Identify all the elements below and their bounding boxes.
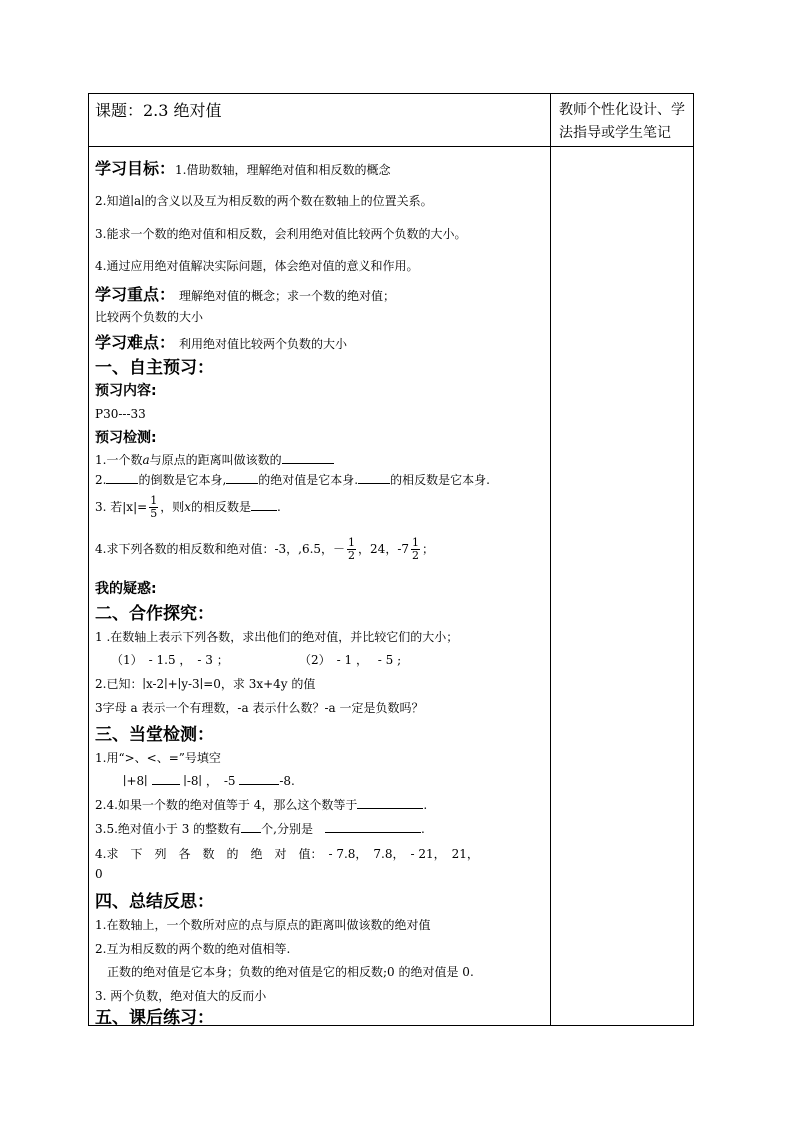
goal-item: 4.通过应用绝对值解决实际问题，体会绝对值的意义和作用。 [95,259,419,273]
summary-item: 2.互为相反数的两个数的绝对值相等. [95,942,291,956]
test-question-1-line [123,772,295,789]
answer-blank[interactable] [325,820,421,833]
section-heading: 四、总结反思： [95,892,214,912]
test-question-1: 1.用“>、<、=”号填空 [95,751,221,765]
explore-question-1: 1 .在数轴上表示下列各数，求出他们的绝对值，并比较它们的大小； [95,630,459,644]
test-question-3: 3.5.绝对值小于 3 的整数有 个,分别是 . [95,822,425,836]
key-points-line [95,282,395,305]
goal-item: 3.能求一个数的绝对值和相反数，会利用绝对值比较两个负数的大小。 [95,227,467,241]
question-text: 个,分别是 [261,822,313,836]
answer-blank[interactable] [251,498,277,511]
question-text: 3.5.绝对值小于 3 的整数有 [95,822,242,836]
question-text: ； [422,542,435,556]
test-question-4: 4.求 下 列 各 数 的 绝 对 值： - 7.8， 7.8， - 21， 21， [95,847,479,861]
summary-item: 1.在数轴上，一个数所对应的点与原点的距离叫做该数的绝对值 [95,918,431,932]
question-text: ∣+8∣ [123,774,148,788]
fraction-denominator: 5 [150,507,158,520]
question-text: 的倒数是它本身, [138,473,227,487]
question-text: 的相反数是它本身. [390,473,490,487]
answer-blank[interactable] [282,451,334,464]
difficulty-line [95,330,347,353]
fraction-denominator: 2 [348,549,356,562]
key-points-text: 理解绝对值的概念；求一个数的绝对值； [179,289,396,303]
question-text: -8. [279,774,295,788]
question-text: ，24，-7 [358,542,410,556]
question-text: 4.求下列各数的相反数和绝对值：-3，,6.5，－ [95,542,346,556]
preview-question-3: 3. 若|x|= $\frac{1}{5}$ ，则x的相反数是 . [95,494,281,520]
test-question-4-cont: 0 [95,867,103,881]
doubt-heading: 我的疑惑: [95,581,157,597]
column-divider [550,94,551,1025]
section-heading: 五、课后练习： [95,1008,214,1028]
explore-question-3: 3字母 a 表示一个有理数，-a 表示什么数？-a 一定是负数吗？ [95,701,424,715]
question-text: 与原点的距离叫做该数的 [149,453,282,467]
answer-blank[interactable] [226,471,258,484]
preview-check-heading: 预习检测: [95,430,157,446]
answer-blank[interactable] [358,471,390,484]
goal-item: 2.知道∣a∣的含义以及互为相反数的两个数在数轴上的位置关系。 [95,194,433,208]
question-text: 的绝对值是它本身. [258,473,359,487]
explore-question-2: 2.已知：∣x-2∣+∣y-3∣=0，求 3x+4y 的值 [95,677,316,691]
section-heading: 三、当堂检测： [95,725,214,745]
summary-item: 3. 两个负数，绝对值大的反而小 [95,989,267,1003]
question-text: 的相反数是 [190,500,251,514]
preview-question-1 [95,451,334,468]
preview-question-4 [95,537,434,562]
section-heading: 一、自主预习： [95,358,214,378]
explore-subquestion-1: （1） - 1.5 ， - 3 ； [111,653,229,667]
lesson-plan-table [88,93,694,1026]
key-points-heading: 学习重点： [95,285,168,304]
answer-blank[interactable] [152,772,180,785]
test-question-2: 2.4.如果一个数的绝对值等于 4，那么这个数等于 . [95,798,428,812]
fraction-denominator: 2 [412,549,420,562]
answer-blank[interactable] [241,820,261,833]
question-text: 2.4.如果一个数的绝对值等于 4，那么这个数等于 [95,798,358,812]
answer-blank[interactable] [239,772,279,785]
section-heading: 二、合作探究： [95,604,214,624]
question-text: 2. [95,473,107,487]
key-points-text-cont: 比较两个负数的大小 [95,310,204,324]
summary-item: 正数的绝对值是它本身；负数的绝对值是它的相反数;0 的绝对值是 0. [95,965,474,979]
difficulty-heading: 学习难点： [95,333,168,352]
preview-content-heading: 预习内容: [95,383,157,399]
variable-x: x [184,500,191,514]
answer-blank[interactable] [106,471,138,484]
goal-item: 1.借助数轴，理解绝对值和相反数的概念 [175,163,391,177]
explore-subquestion-2: （2） - 1 ， - 5 ; [299,653,402,667]
answer-blank[interactable] [357,796,423,809]
variable-a: a [142,453,150,467]
side-column-note: 教师个性化设计、学法指导或学生笔记 [559,102,685,141]
question-text: ，则 [160,500,185,514]
difficulty-text: 利用绝对值比较两个负数的大小 [179,337,348,351]
fraction [411,537,420,562]
question-text: ∣-8∣ ， -5 [183,774,236,788]
preview-question-2 [95,471,490,488]
fraction [149,495,158,520]
fraction-numerator: 1 [348,536,356,549]
lesson-title: 课题：2.3 绝对值 [95,101,222,120]
learning-goals-line [95,156,390,179]
fraction [347,537,356,562]
header-divider [89,146,693,147]
fraction-numerator: 1 [412,536,420,549]
fraction-numerator: 1 [150,494,158,507]
question-text: 3. 若|x|= [95,500,148,514]
preview-pages: P30---33 [95,407,146,421]
learning-goals-heading: 学习目标： [95,159,176,178]
question-text: 1.一个数 [95,453,143,467]
